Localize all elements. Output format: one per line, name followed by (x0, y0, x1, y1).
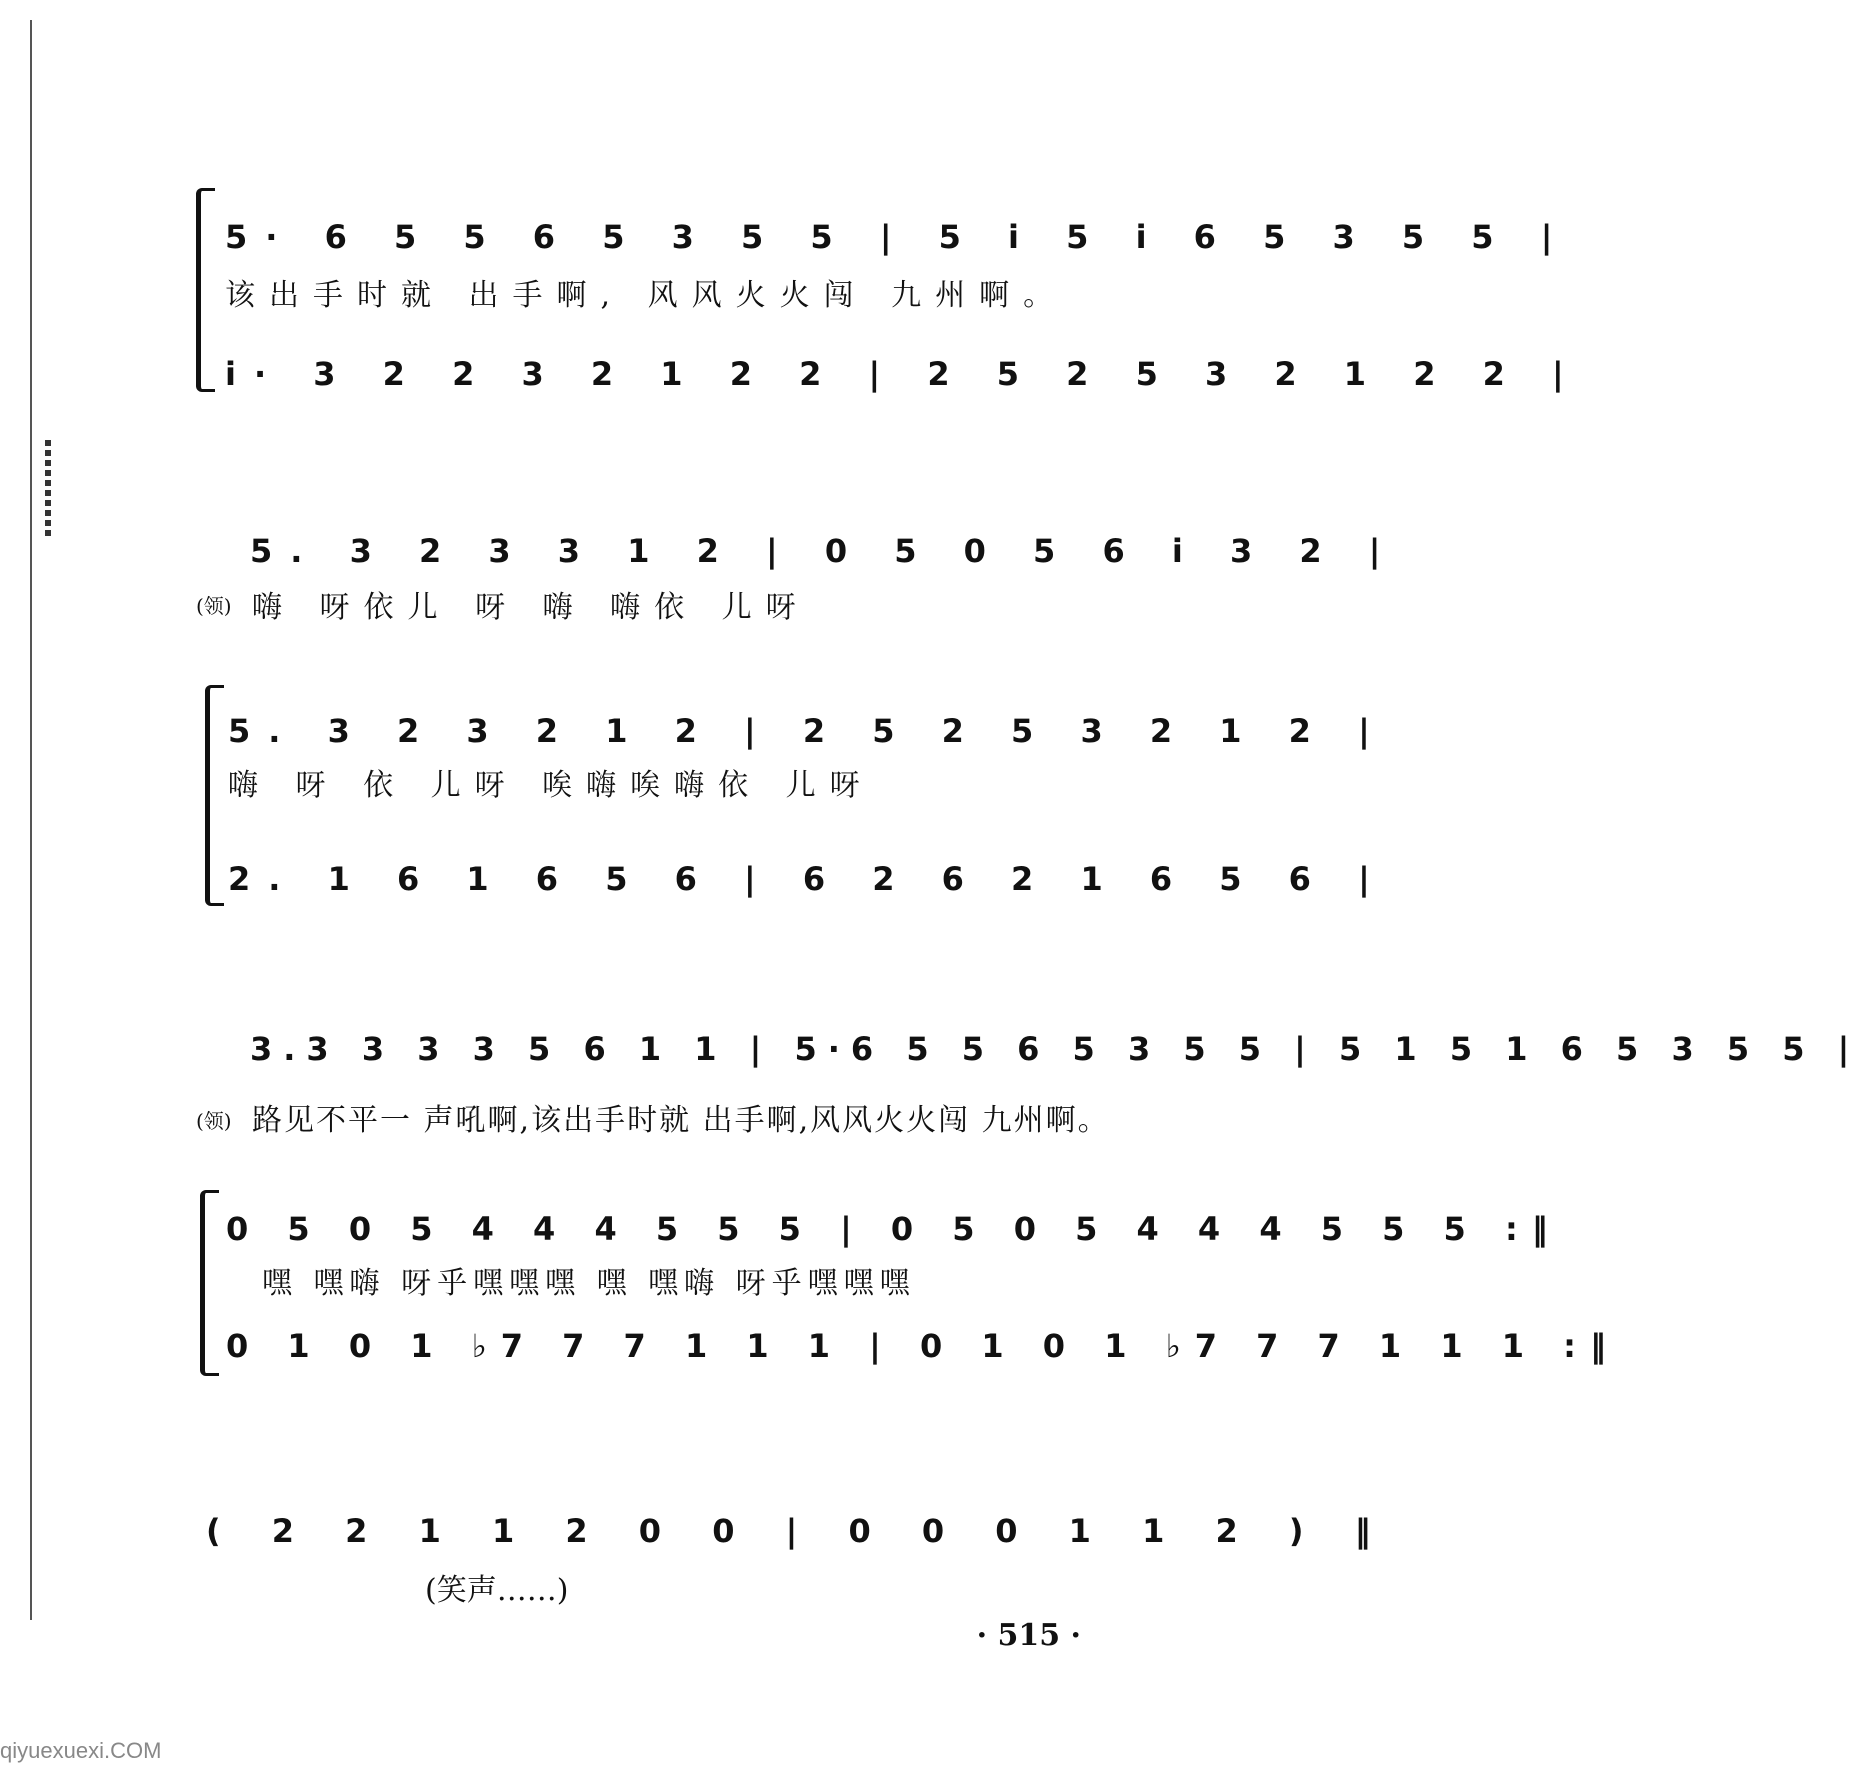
system-4-notes: 3.3 3 3 3 5 6 1 1 | 5·6 5 5 6 5 3 5 5 | 5 1 5 1 6 5 3 5 5 | (250, 1030, 1860, 1068)
system-3-upper-notes: 5. 3 2 3 2 1 2 | 2 5 2 5 3 2 1 2 | (228, 712, 1388, 750)
system-1-lower-notes: i· 3 2 2 3 2 1 2 2 | 2 5 2 5 3 2 1 2 2 | (225, 355, 1582, 393)
watermark: qiyuexuexi.COM (0, 1738, 162, 1763)
system-5-upper-notes: 0 5 0 5 4 4 4 5 5 5 | 0 5 0 5 4 4 4 5 5 5 :‖ (226, 1210, 1562, 1248)
system-2-lyrics: 嗨 呀依儿 呀 嗨 嗨依 儿呀 (252, 590, 810, 625)
system-4-lead-label: (领) (196, 1109, 232, 1133)
page-number: · 515 · (976, 1618, 1081, 1653)
system-2-lead-label: (领) (196, 594, 232, 618)
system-3-bracket (205, 685, 224, 906)
system-5-lower-notes: 0 1 0 1 ♭7 7 7 1 1 1 | 0 1 0 1 ♭7 7 7 1 1 1 :‖ (226, 1327, 1620, 1365)
laugh-annotation: (笑声……) (425, 1573, 569, 1608)
system-4-lyrics: 路见不平一 声吼啊,该出手时就 出手啊,风风火火闯 九州啊。 (252, 1103, 1110, 1138)
system-5-bracket (200, 1190, 219, 1376)
system-1-lyrics: 该出手时就 出手啊, 风风火火闯 九州啊。 (225, 278, 1068, 313)
system-2-notes: 5. 3 2 3 3 1 2 | 0 5 0 5 6 i 3 2 | (250, 532, 1399, 570)
system-1-bracket (196, 188, 215, 392)
system-5-lyrics: 嘿 嘿嗨 呀乎嘿嘿嘿 嘿 嘿嗨 呀乎嘿嘿嘿 (262, 1266, 916, 1301)
system-6-notes: ( 2 2 1 1 2 0 0 | 0 0 0 1 1 2 ) ‖ (206, 1512, 1391, 1550)
system-1-upper-notes: 5· 6 5 5 6 5 3 5 5 | 5 i 5 i 6 5 3 5 5 | (225, 218, 1571, 256)
system-3-lower-notes: 2. 1 6 1 6 5 6 | 6 2 6 2 1 6 5 6 | (228, 860, 1388, 898)
system-3-lyrics: 嗨 呀 依 儿呀 唉嗨唉嗨依 儿呀 (228, 768, 874, 803)
